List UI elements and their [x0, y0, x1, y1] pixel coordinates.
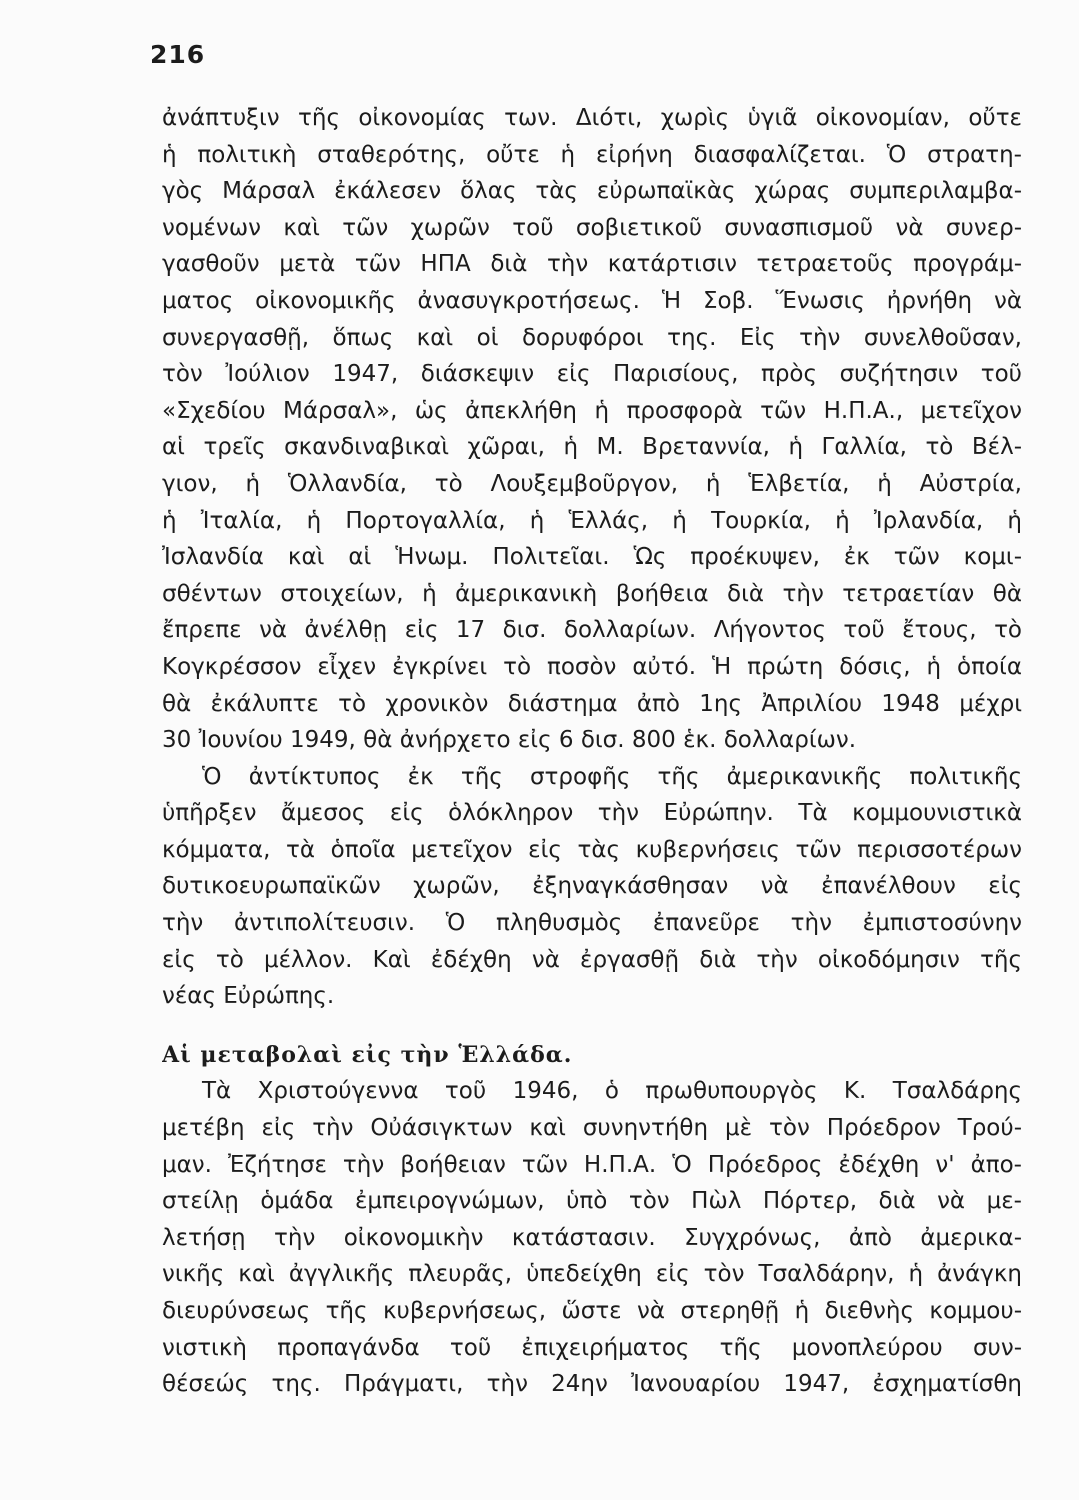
text-line: μετέβη εἰς τὴν Οὐάσιγκτων καὶ συνηντήθη μὲ τὸν Πρόεδρον Τρού- — [162, 1115, 1022, 1142]
text-line: νομένων καὶ τῶν χωρῶν τοῦ σοβιετικοῦ συνασπισμοῦ νὰ συνερ- — [162, 214, 1022, 241]
text-line: ματος οἰκονομικῆς ἀνασυγκροτήσεως. Ἡ Σοβ. Ἕνωσις ἠρνήθη νὰ — [162, 287, 1022, 314]
text-line: ἡ Ἰταλία, ἡ Πορτογαλλία, ἡ Ἑλλάς, ἡ Τουρκία, ἡ Ἰρλανδία, ἡ — [162, 507, 1022, 534]
text-line: σθέντων στοιχείων, ἡ ἀμερικανικὴ βοήθεια διὰ τὴν τετραετίαν θὰ — [162, 580, 1022, 607]
text-line: διευρύνσεως τῆς κυβερνήσεως, ὥστε νὰ στερηθῇ ἡ διεθνὴς κομμου- — [162, 1298, 1022, 1324]
section-heading: Αἱ μεταβολαὶ εἰς τὴν Ἑλλάδα. — [162, 1041, 573, 1068]
paragraph-marshall-plan — [162, 100, 1022, 759]
text-line: τὸν Ἰούλιον 1947, διάσκεψιν εἰς Παρισίους, πρὸς συζήτησιν τοῦ — [162, 361, 1022, 388]
text-line: στείλῃ ὁμάδα ἐμπειρογνώμων, ὑπὸ τὸν Πὼλ Πόρτερ, διὰ νὰ με- — [162, 1188, 1022, 1215]
paragraph-greece-changes — [162, 1073, 1022, 1402]
text-line: κόμματα, τὰ ὁποῖα μετεῖχον εἰς τὰς κυβερνήσεις τῶν περισσοτέρων — [162, 836, 1022, 863]
text-line: 30 Ἰουνίου 1949, θὰ ἀνήρχετο εἰς 6 δισ. 800 ἑκ. δολλαρίων. — [162, 727, 857, 754]
text-line: Τὰ Χριστούγεννα τοῦ 1946, ὁ πρωθυπουργὸς Κ. Τσαλδάρης — [202, 1078, 1022, 1105]
text-line: ἡ πολιτικὴ σταθερότης, οὔτε ἡ εἰρήνη διασφαλίζεται. Ὁ στρατη- — [162, 141, 1022, 168]
text-line: γασθοῦν μετὰ τῶν ΗΠΑ διὰ τὴν κατάρτισιν τετραετοῦς προγράμ- — [162, 251, 1022, 278]
text-line: νιστικὴ προπαγάνδα τοῦ ἐπιχειρήματος τῆς μονοπλεύρου συν- — [162, 1334, 1022, 1361]
text-line: γιον, ἡ Ὁλλανδία, τὸ Λουξεμβοῦργον, ἡ Ἑλβετία, ἡ Αὐστρία, — [162, 470, 1022, 497]
text-line: ἔπρεπε νὰ ἀνέλθῃ εἰς 17 δισ. δολλαρίων. Λήγοντος τοῦ ἔτους, τὸ — [162, 617, 1022, 644]
text-line: τὴν ἀντιπολίτευσιν. Ὁ πληθυσμὸς ἐπανεῦρε τὴν ἐμπιστοσύνην — [162, 910, 1022, 937]
text-line: «Σχεδίου Μάρσαλ», ὡς ἀπεκλήθη ἡ προσφορὰ τῶν Η.Π.Α., μετεῖχον — [162, 397, 1022, 424]
text-line: Κογκρέσσον εἶχεν ἐγκρίνει τὸ ποσὸν αὐτό. Ἡ πρώτη δόσις, ἡ ὁποία — [162, 653, 1022, 680]
text-line: μαν. Ἐζήτησε τὴν βοήθειαν τῶν Η.Π.Α. Ὁ Πρόεδρος ἐδέχθη ν' ἀπο- — [162, 1151, 1022, 1178]
body-text — [162, 100, 1022, 1403]
text-line: Ἰσλανδία καὶ αἱ Ἡνωμ. Πολιτεῖαι. Ὡς προέκυψεν, ἐκ τῶν κομι- — [162, 544, 1022, 571]
text-line: ἀνάπτυξιν τῆς οἰκονομίας των. Διότι, χωρὶς ὑγιᾶ οἰκονομίαν, οὔτε — [162, 105, 1022, 131]
text-line: εἰς τὸ μέλλον. Καὶ ἐδέχθη νὰ ἐργασθῇ διὰ τὴν οἰκοδόμησιν τῆς — [162, 946, 1022, 973]
paragraph-europe-impact — [162, 759, 1022, 1015]
page-number: 216 — [150, 40, 206, 69]
text-line: συνεργασθῇ, ὅπως καὶ οἱ δορυφόροι της. Εἰς τὴν συνελθοῦσαν, — [162, 324, 1022, 351]
text-line: γὸς Μάρσαλ ἐκάλεσεν ὅλας τὰς εὐρωπαϊκὰς χώρας συμπεριλαμβα- — [162, 178, 1022, 205]
text-line: δυτικοευρωπαϊκῶν χωρῶν, ἐξηναγκάσθησαν νὰ ἐπανέλθουν εἰς — [162, 873, 1022, 900]
text-line: Ὁ ἀντίκτυπος ἐκ τῆς στροφῆς τῆς ἀμερικανικῆς πολιτικῆς — [202, 763, 1022, 790]
text-line: θέσεώς της. Πράγματι, τὴν 24ην Ἰανουαρίου 1947, ἐσχηματίσθη — [162, 1371, 1022, 1398]
text-line: νικῆς καὶ ἀγγλικῆς πλευρᾶς, ὑπεδείχθη εἰς τὸν Τσαλδάρην, ἡ ἀνάγκη — [162, 1261, 1022, 1288]
text-line: θὰ ἐκάλυπτε τὸ χρονικὸν διάστημα ἀπὸ 1ης Ἀπριλίου 1948 μέχρι — [162, 690, 1022, 717]
text-line: ὑπῆρξεν ἄμεσος εἰς ὁλόκληρον τὴν Εὐρώπην. Τὰ κομμουνιστικὰ — [162, 800, 1022, 827]
section-gap — [162, 1015, 1022, 1037]
text-line: αἱ τρεῖς σκανδιναβικαὶ χῶραι, ἡ Μ. Βρεταννία, ἡ Γαλλία, τὸ Βέλ- — [162, 434, 1022, 461]
text-line: νέας Εὐρώπης. — [162, 983, 335, 1010]
text-line: λετήσῃ τὴν οἰκονομικὴν κατάστασιν. Συγχρόνως, ἀπὸ ἀμερικα- — [162, 1224, 1022, 1251]
